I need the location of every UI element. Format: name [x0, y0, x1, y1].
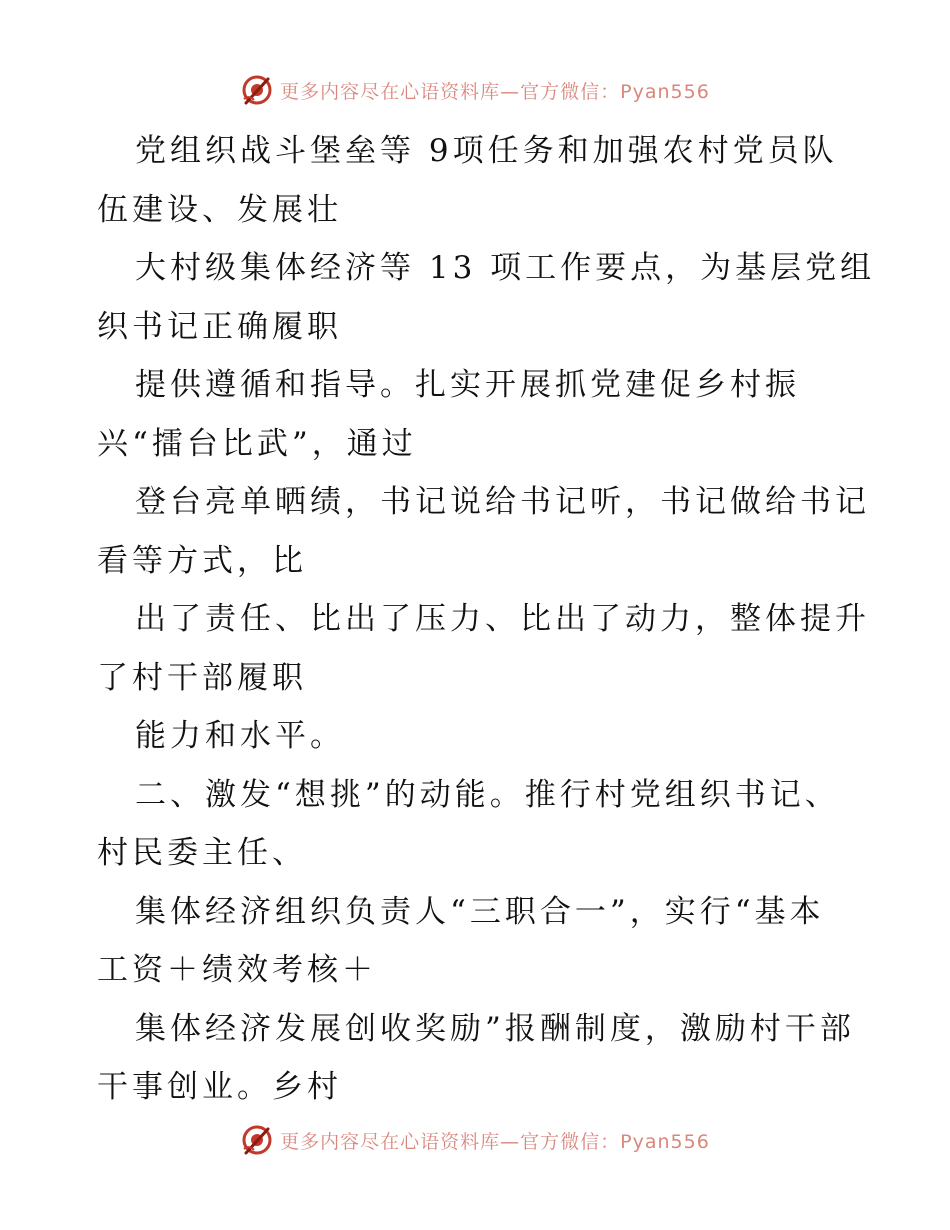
text-line: 村民委主任、 [97, 835, 307, 871]
text-line: 二、激发“想挑”的动能。推行村党组织书记、 [135, 776, 840, 813]
text-line: 能力和水平。 [135, 718, 345, 754]
document-body [97, 122, 876, 1117]
text-line: 登台亮单晒绩，书记说给书记听，书记做给书记 [135, 484, 870, 520]
text-line: 集体经济发展创收奖励”报酬制度，激励村干部 [135, 1010, 855, 1047]
text-line: 干事创业。乡村 [97, 1069, 342, 1105]
text-line: 看等方式，比 [97, 542, 307, 579]
text-line: 出了责任、比出了压力、比出了动力，整体提升 [135, 601, 870, 637]
text-line: 兴“擂台比武”，通过 [97, 425, 417, 462]
text-line: 集体经济组织负责人“三职合一”，实行“基本 [135, 893, 825, 930]
footer-watermark [0, 1120, 950, 1160]
red-circle-pen-icon [240, 1123, 274, 1157]
text-line: 工资＋绩效考核＋ [97, 952, 377, 988]
text-line: 提供遵循和指导。扎实开展抓党建促乡村振 [135, 367, 800, 403]
text-line: 党组织战斗堡垒等 9项任务和加强农村党员队 [135, 133, 838, 169]
text-line: 伍建设、发展壮 [97, 191, 342, 228]
watermark-text: 更多内容尽在心语资料库—官方微信：Pyan556 [280, 1130, 710, 1153]
red-circle-pen-icon [240, 73, 274, 107]
watermark-text: 更多内容尽在心语资料库—官方微信：Pyan556 [280, 80, 710, 103]
text-line: 织书记正确履职 [97, 308, 342, 345]
header-watermark [0, 70, 950, 110]
text-line: 了村干部履职 [97, 659, 307, 696]
text-line: 大村级集体经济等 13 项工作要点，为基层党组 [135, 250, 876, 286]
